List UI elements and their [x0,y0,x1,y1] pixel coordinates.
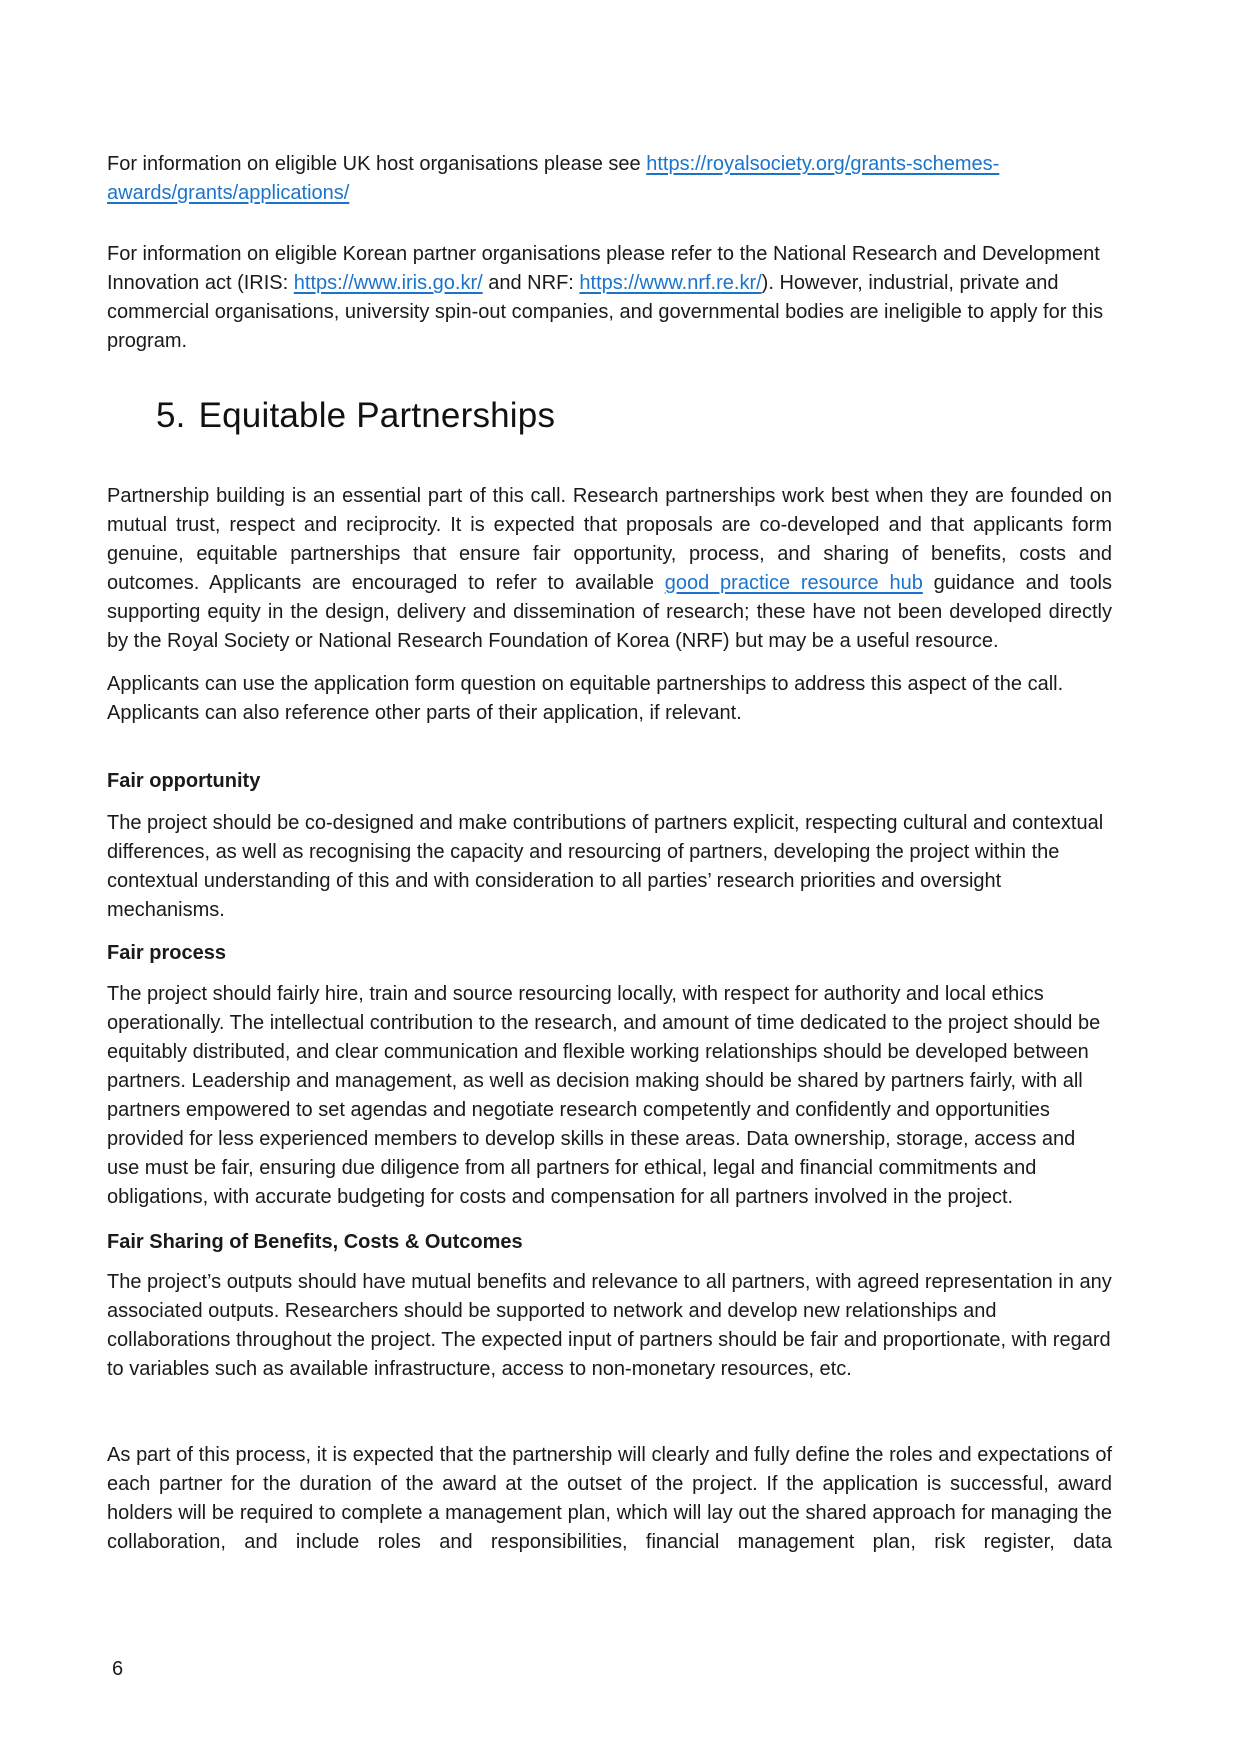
korea-text-1: For information on eligible Korean partner organisations please refer to the National Research and Development Innovation act (IRIS: [107,243,1100,294]
intro-paragraph-uk [107,150,1112,208]
management-plan-paragraph: As part of this process, it is expected that the partnership will clearly and fully define the roles and expectations of each partner for the duration of the award at the outset of the project. If the application is successful, award holders will be required to complete a management plan, which will lay out the shared approach for managing the collaboration, and include roles and responsibilities, financial management plan, risk register, data [107,1444,1112,1553]
fair-opportunity-paragraph: The project should be co-designed and make contributions of partners explicit, respecting cultural and contextual differences, as well as recognising the capacity and resourcing of partners, developing the project within the contextual understanding of this and with consideration to all parties’ research priorities and oversight mechanisms. [107,812,1104,921]
iris-link[interactable]: https://www.iris.go.kr/ [293,272,483,294]
fair-process-heading: Fair process [107,942,226,964]
korea-text-3: ). However, industrial, private and commercial organisations, university spin-out companies, and governmental bodies are ineligible to apply for this program. [107,272,1104,352]
partnership-text-2: guidance and tools supporting equity in the design, delivery and dissemination of research; these have not been developed directly by the Royal Society or National Research Foundation of Korea (NRF) but may be a useful resource. [107,572,1112,652]
fair-process-paragraph: The project should fairly hire, train and source resourcing locally, with respect for authority and local ethics operationally. The intellectual contribution to the research, and amount of time dedicated to the project should be equitably distributed, and clear communication and flexible working relationships should be developed between partners. Leadership and management, as well as decision making should be shared by partners fairly, with all partners empowered to set agendas and negotiate research competently and confidently and opportunities provided for less experienced members to develop skills in these areas. Data ownership, storage, access and use must be fair, ensuring due diligence from all partners for ethical, legal and financial commitments and obligations, with accurate budgeting for costs and compensation for all partners involved in the project. [107,983,1101,1208]
partnership-text-1: Partnership building is an essential part of this call. Research partnerships work best when they are founded on mutual trust, respect and reciprocity. It is expected that proposals are co-developed and that applicants form genuine, equitable partnerships that ensure fair opportunity, process, and sharing of benefits, costs and outcomes. Applicants are encouraged to refer to available [107,485,1112,594]
section-number: 5. [156,396,186,435]
fair-sharing-heading: Fair Sharing of Benefits, Costs & Outcomes [107,1231,523,1253]
korea-text-2: and NRF: [482,272,580,294]
uk-link-line1[interactable]: https://royalsociety.org/grants-schemes- [646,153,1000,175]
intro-paragraph-korea [107,240,1112,356]
nrf-link[interactable]: https://www.nrf.re.kr/ [579,272,762,294]
page-number: 6 [112,1658,124,1680]
uk-link-line2[interactable]: awards/grants/applications/ [107,182,350,204]
intro-uk-text: For information on eligible UK host organisations please see [107,153,647,175]
text-column [107,150,1112,1684]
section-title: Equitable Partnerships [198,396,556,435]
partnership-paragraph [107,482,1112,656]
fair-opportunity-heading: Fair opportunity [107,770,261,792]
fair-sharing-paragraph: The project’s outputs should have mutual benefits and relevance to all partners, with agreed representation in any associated outputs. Researchers should be supported to network and develop new relationships and collaborations throughout the project. The expected input of partners should be fair and proportionate, with regard to variables such as available infrastructure, access to non-monetary resources, etc. [107,1271,1112,1380]
applicants-paragraph: Applicants can use the application form question on equitable partnerships to address this aspect of the call. Applicants can also reference other parts of their application, if relevant. [107,673,1064,724]
good-practice-hub-link[interactable]: good practice resource hub [664,572,923,594]
section-heading [156,394,1112,438]
